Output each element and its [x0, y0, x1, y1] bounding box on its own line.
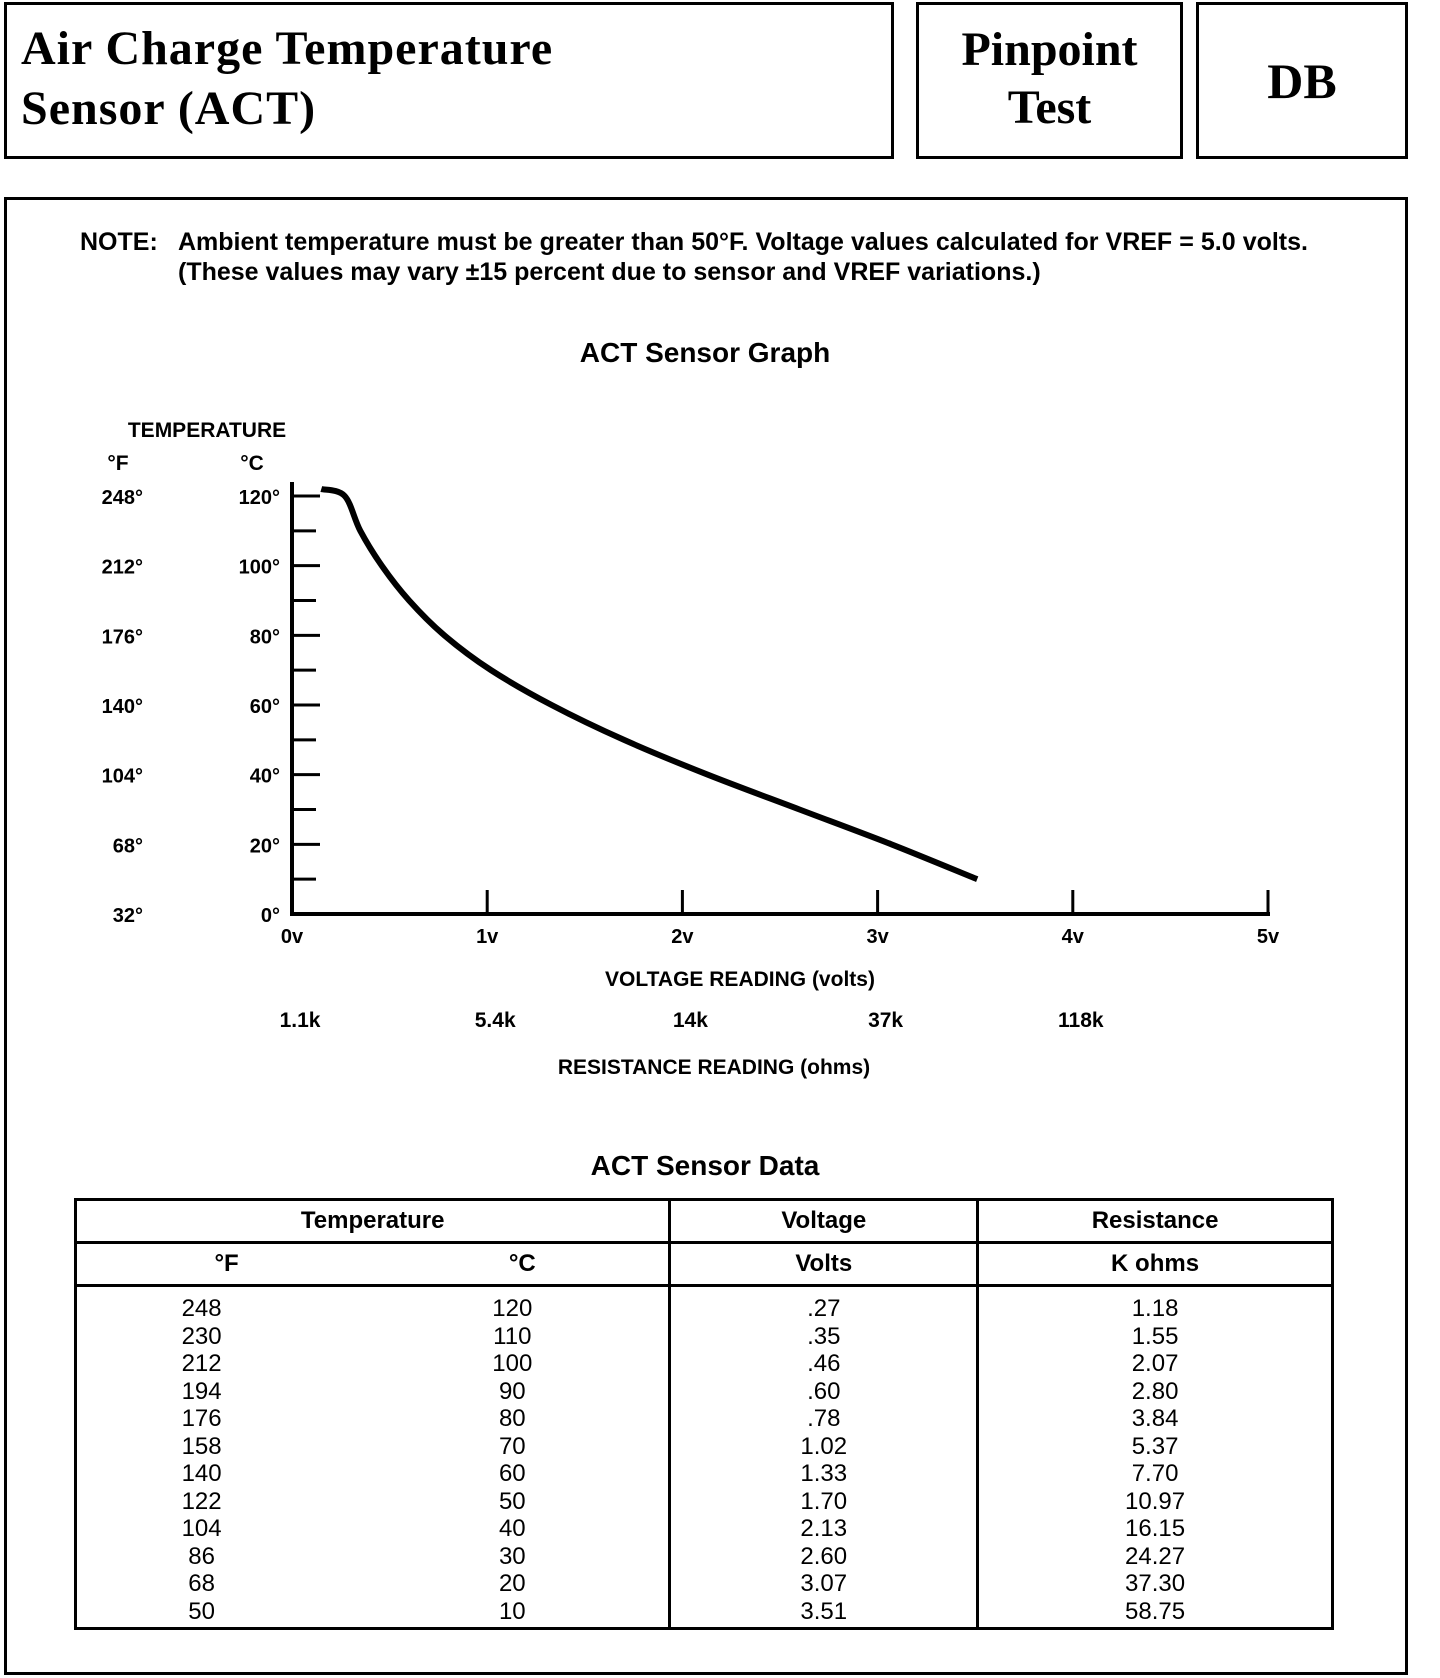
table-cell: 2.13 — [800, 1515, 848, 1542]
table-cell: 120 — [492, 1295, 533, 1322]
table-cell: 16.15 — [1125, 1515, 1186, 1542]
table-cell: 2.07 — [1131, 1350, 1179, 1377]
table-cell: 58.75 — [1125, 1597, 1186, 1625]
x-axis-label: VOLTAGE READING (volts) — [605, 968, 875, 991]
y-tick-label-c: 0° — [260, 905, 280, 927]
test-code: DB — [1267, 53, 1337, 109]
pinpoint-line-2: Test — [1007, 81, 1092, 134]
table-cell: 176 — [181, 1405, 222, 1432]
table-cell: .46 — [807, 1350, 841, 1377]
col-header-volts: Volts — [670, 1243, 978, 1286]
table-cell: 10 — [498, 1597, 526, 1625]
table-cell: 230 — [181, 1322, 222, 1350]
resistance-tick-label: 37k — [868, 1009, 904, 1032]
table-cell: 68 — [188, 1570, 215, 1597]
y-tick-label-c: 120° — [238, 487, 280, 509]
x-tick-label: 0v — [280, 926, 304, 948]
table-cell: .78 — [807, 1405, 841, 1432]
table-cell: 1.55 — [1131, 1322, 1179, 1350]
table-cell: 40 — [498, 1515, 526, 1542]
table-cell: 10.97 — [1125, 1487, 1186, 1515]
group-header-resistance: Resistance — [978, 1200, 1333, 1243]
y-tick-label-c: 80° — [249, 626, 280, 649]
table-cell: .60 — [807, 1377, 841, 1405]
title-line-2: Sensor (ACT) — [21, 82, 317, 135]
y-tick-label-c: 20° — [249, 835, 280, 858]
resistance-tick-label: 1.1k — [279, 1009, 321, 1032]
data-title: ACT Sensor Data — [590, 1150, 820, 1181]
table-column-cells — [76, 1286, 377, 1629]
x-tick-label: 3v — [866, 926, 889, 948]
col-header-f: °F — [214, 1250, 239, 1277]
graph-title: ACT Sensor Graph — [579, 337, 831, 368]
table-column-cells — [670, 1286, 978, 1629]
table-cell: 1.70 — [800, 1487, 848, 1515]
y-axis-label: TEMPERATURE — [127, 419, 287, 442]
x-tick-label: 1v — [476, 926, 499, 948]
table-cell: .35 — [807, 1322, 841, 1350]
y-tick-label-c: 60° — [249, 696, 280, 718]
table-cell: 1.02 — [800, 1432, 848, 1460]
table-cell: 158 — [181, 1432, 222, 1460]
table-cell: 212 — [181, 1350, 222, 1377]
note-text: Ambient temperature must be greater than 50°F. Voltage values calculated for VREF = 5.0 volts. (These values may vary ±15 percent due to sensor and VREF variations.) — [178, 228, 1308, 286]
table-cell: 80 — [498, 1405, 526, 1432]
table-cell: 104 — [181, 1515, 222, 1542]
y-tick-label-f: 176° — [101, 626, 143, 649]
table-cell: 37.30 — [1125, 1570, 1186, 1597]
y-unit-c: °C — [240, 452, 264, 475]
table-cell: 1.18 — [1131, 1295, 1179, 1322]
table-cell: 248 — [181, 1295, 222, 1322]
table-cell: 100 — [492, 1350, 533, 1377]
table-cell: 1.33 — [800, 1460, 848, 1487]
table-cell: 2.80 — [1131, 1377, 1179, 1405]
table-cell: 20 — [498, 1570, 526, 1597]
y-tick-label-f: 68° — [112, 835, 143, 858]
table-cell: 86 — [188, 1542, 215, 1570]
table-cell: .27 — [807, 1295, 841, 1322]
y-tick-label-c: 40° — [249, 765, 280, 788]
table-column-cells — [376, 1286, 670, 1629]
y-tick-label-f: 212° — [101, 556, 143, 579]
x-tick-label: 2v — [671, 926, 694, 948]
table-cell: 24.27 — [1125, 1542, 1186, 1570]
table-cell: 90 — [498, 1377, 526, 1405]
table-cell: 7.70 — [1131, 1460, 1179, 1487]
y-unit-f: °F — [107, 452, 129, 475]
table-cell: 60 — [498, 1460, 526, 1487]
table-cell: 70 — [498, 1432, 526, 1460]
table-cell: 3.51 — [800, 1597, 848, 1625]
table-cell: 2.60 — [800, 1542, 848, 1570]
resistance-tick-label: 14k — [672, 1009, 708, 1032]
table-cell: 3.07 — [800, 1570, 848, 1597]
col-header-c: °C — [508, 1250, 536, 1277]
table-cell: 30 — [498, 1542, 526, 1570]
x-tick-label: 5v — [1256, 926, 1280, 948]
group-header-temperature: Temperature — [76, 1200, 670, 1243]
table-body-row — [76, 1286, 1333, 1629]
group-header-voltage: Voltage — [670, 1200, 978, 1243]
table-column-cells — [978, 1286, 1333, 1629]
y-tick-label-f: 32° — [112, 905, 143, 927]
resistance-tick-label: 5.4k — [474, 1009, 516, 1032]
title-line-1: Air Charge Temperature — [21, 22, 554, 75]
y-tick-label-f: 140° — [101, 696, 143, 718]
x-tick-label: 4v — [1061, 926, 1084, 948]
table-cell: 50 — [498, 1487, 526, 1515]
y-tick-label-f: 248° — [101, 487, 143, 509]
resistance-tick-label: 118k — [1058, 1009, 1104, 1032]
temperature-subheader — [76, 1243, 670, 1286]
act-sensor-data-table — [74, 1198, 1334, 1630]
table-cell: 140 — [181, 1460, 222, 1487]
table-cell: 110 — [493, 1322, 532, 1350]
pinpoint-line-1: Pinpoint — [961, 23, 1138, 76]
act-sensor-curve — [321, 489, 977, 879]
table-cell: 50 — [188, 1597, 215, 1625]
y-tick-label-c: 100° — [238, 556, 280, 579]
note-label: NOTE: — [80, 228, 158, 256]
col-header-kohms: K ohms — [978, 1243, 1333, 1286]
table-cell: 122 — [181, 1487, 222, 1515]
y-tick-label-f: 104° — [101, 765, 143, 788]
table-cell: 194 — [181, 1377, 222, 1405]
table-cell: 5.37 — [1131, 1432, 1179, 1460]
table-cell: 3.84 — [1131, 1405, 1179, 1432]
resistance-axis-label: RESISTANCE READING (ohms) — [557, 1056, 871, 1079]
